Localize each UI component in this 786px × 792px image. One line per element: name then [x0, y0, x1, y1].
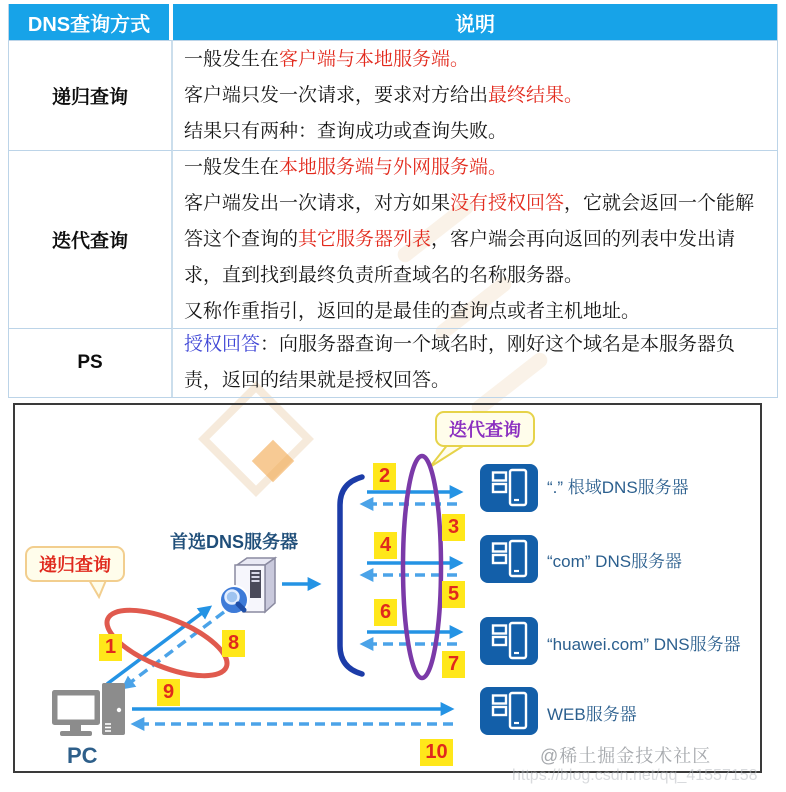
server-group-bracket: [340, 477, 362, 674]
plain-text: 客户端发出一次请求，对方如果: [184, 192, 451, 214]
pc-icon: [52, 683, 128, 746]
plain-text: 客户端只发一次请求，要求对方给出: [184, 84, 489, 106]
desc-cell-recursive: [173, 40, 777, 150]
method-cell-recursive: 递归查询: [9, 40, 173, 150]
step-badge-8: 8: [222, 630, 245, 657]
url-watermark: https://blog.csdn.net/qq_41557158: [512, 767, 758, 784]
step-badge-5: 5: [442, 581, 465, 608]
step-badge-9: 9: [157, 679, 180, 706]
pc-label: PC: [67, 743, 98, 768]
desc-line: [184, 42, 769, 78]
plain-text: 又称作重指引，返回的是最佳的查询点或者主机地址。: [184, 300, 641, 322]
com-dns-server-icon: [480, 535, 538, 588]
step-badge-1: 1: [99, 634, 122, 661]
table-header-method: DNS查询方式: [9, 4, 173, 40]
step-badge-6: 6: [374, 599, 397, 626]
dns-table: [8, 4, 778, 398]
desc-line: [184, 114, 769, 150]
emphasis-text: 客户端与本地服务端。: [279, 48, 470, 70]
desc-cell-ps: [173, 328, 777, 397]
web-server-label: WEB服务器: [547, 705, 637, 724]
desc-line: [184, 78, 769, 114]
emphasis-text: 本地服务端与外网服务端。: [279, 156, 508, 178]
table-header-description: 说明: [173, 4, 777, 40]
plain-text: ：向服务器查询一个域名时，刚好这个域名是本服务器负责，返回的结果就是授权回答。: [184, 334, 736, 391]
emphasis-text: 授权回答: [184, 334, 261, 355]
iterative-query-callout: 迭代查询: [435, 411, 535, 447]
emphasis-text: 没有授权回答: [450, 192, 565, 214]
step-badge-4: 4: [374, 532, 397, 559]
desc-cell-iterative: [173, 150, 777, 328]
desc-line: [184, 150, 769, 186]
plain-text: ，客户端会再向返回的列表中发出请求，直到找到最终负责所查域名的名称服务器。: [184, 228, 736, 286]
plain-text: ，它就会返回一个能解答这个查询的: [184, 192, 755, 250]
step-badge-10: 10: [420, 739, 453, 766]
desc-line: [184, 186, 769, 294]
recursive-query-callout: 递归查询: [25, 546, 125, 582]
web-server-icon: [480, 687, 538, 740]
root-dns-server-label: “.” 根域DNS服务器: [547, 478, 689, 497]
com-dns-server-label: “com” DNS服务器: [547, 552, 683, 571]
step-badge-2: 2: [373, 463, 396, 490]
dns-flow-diagram: [13, 403, 762, 773]
preferred-dns-server-label: 首选DNS服务器: [170, 532, 299, 552]
huawei-dns-server-icon: [480, 617, 538, 670]
plain-text: 结果只有两种：查询成功或查询失败。: [184, 120, 508, 142]
community-watermark: @稀土掘金技术社区: [540, 746, 712, 766]
emphasis-text: 最终结果。: [488, 84, 584, 106]
desc-line: [184, 327, 769, 399]
huawei-dns-server-label: “huawei.com” DNS服务器: [547, 635, 741, 654]
plain-text: 一般发生在: [184, 48, 280, 70]
desc-line: [184, 294, 769, 330]
preferred-dns-server-icon: [217, 555, 283, 626]
step-badge-3: 3: [442, 514, 465, 541]
method-cell-ps: PS: [9, 328, 173, 397]
method-cell-iterative: 迭代查询: [9, 150, 173, 328]
emphasis-text: 其它服务器列表: [298, 228, 432, 250]
plain-text: 一般发生在: [184, 156, 280, 178]
step-badge-7: 7: [442, 651, 465, 678]
root-dns-server-icon: [480, 464, 538, 517]
